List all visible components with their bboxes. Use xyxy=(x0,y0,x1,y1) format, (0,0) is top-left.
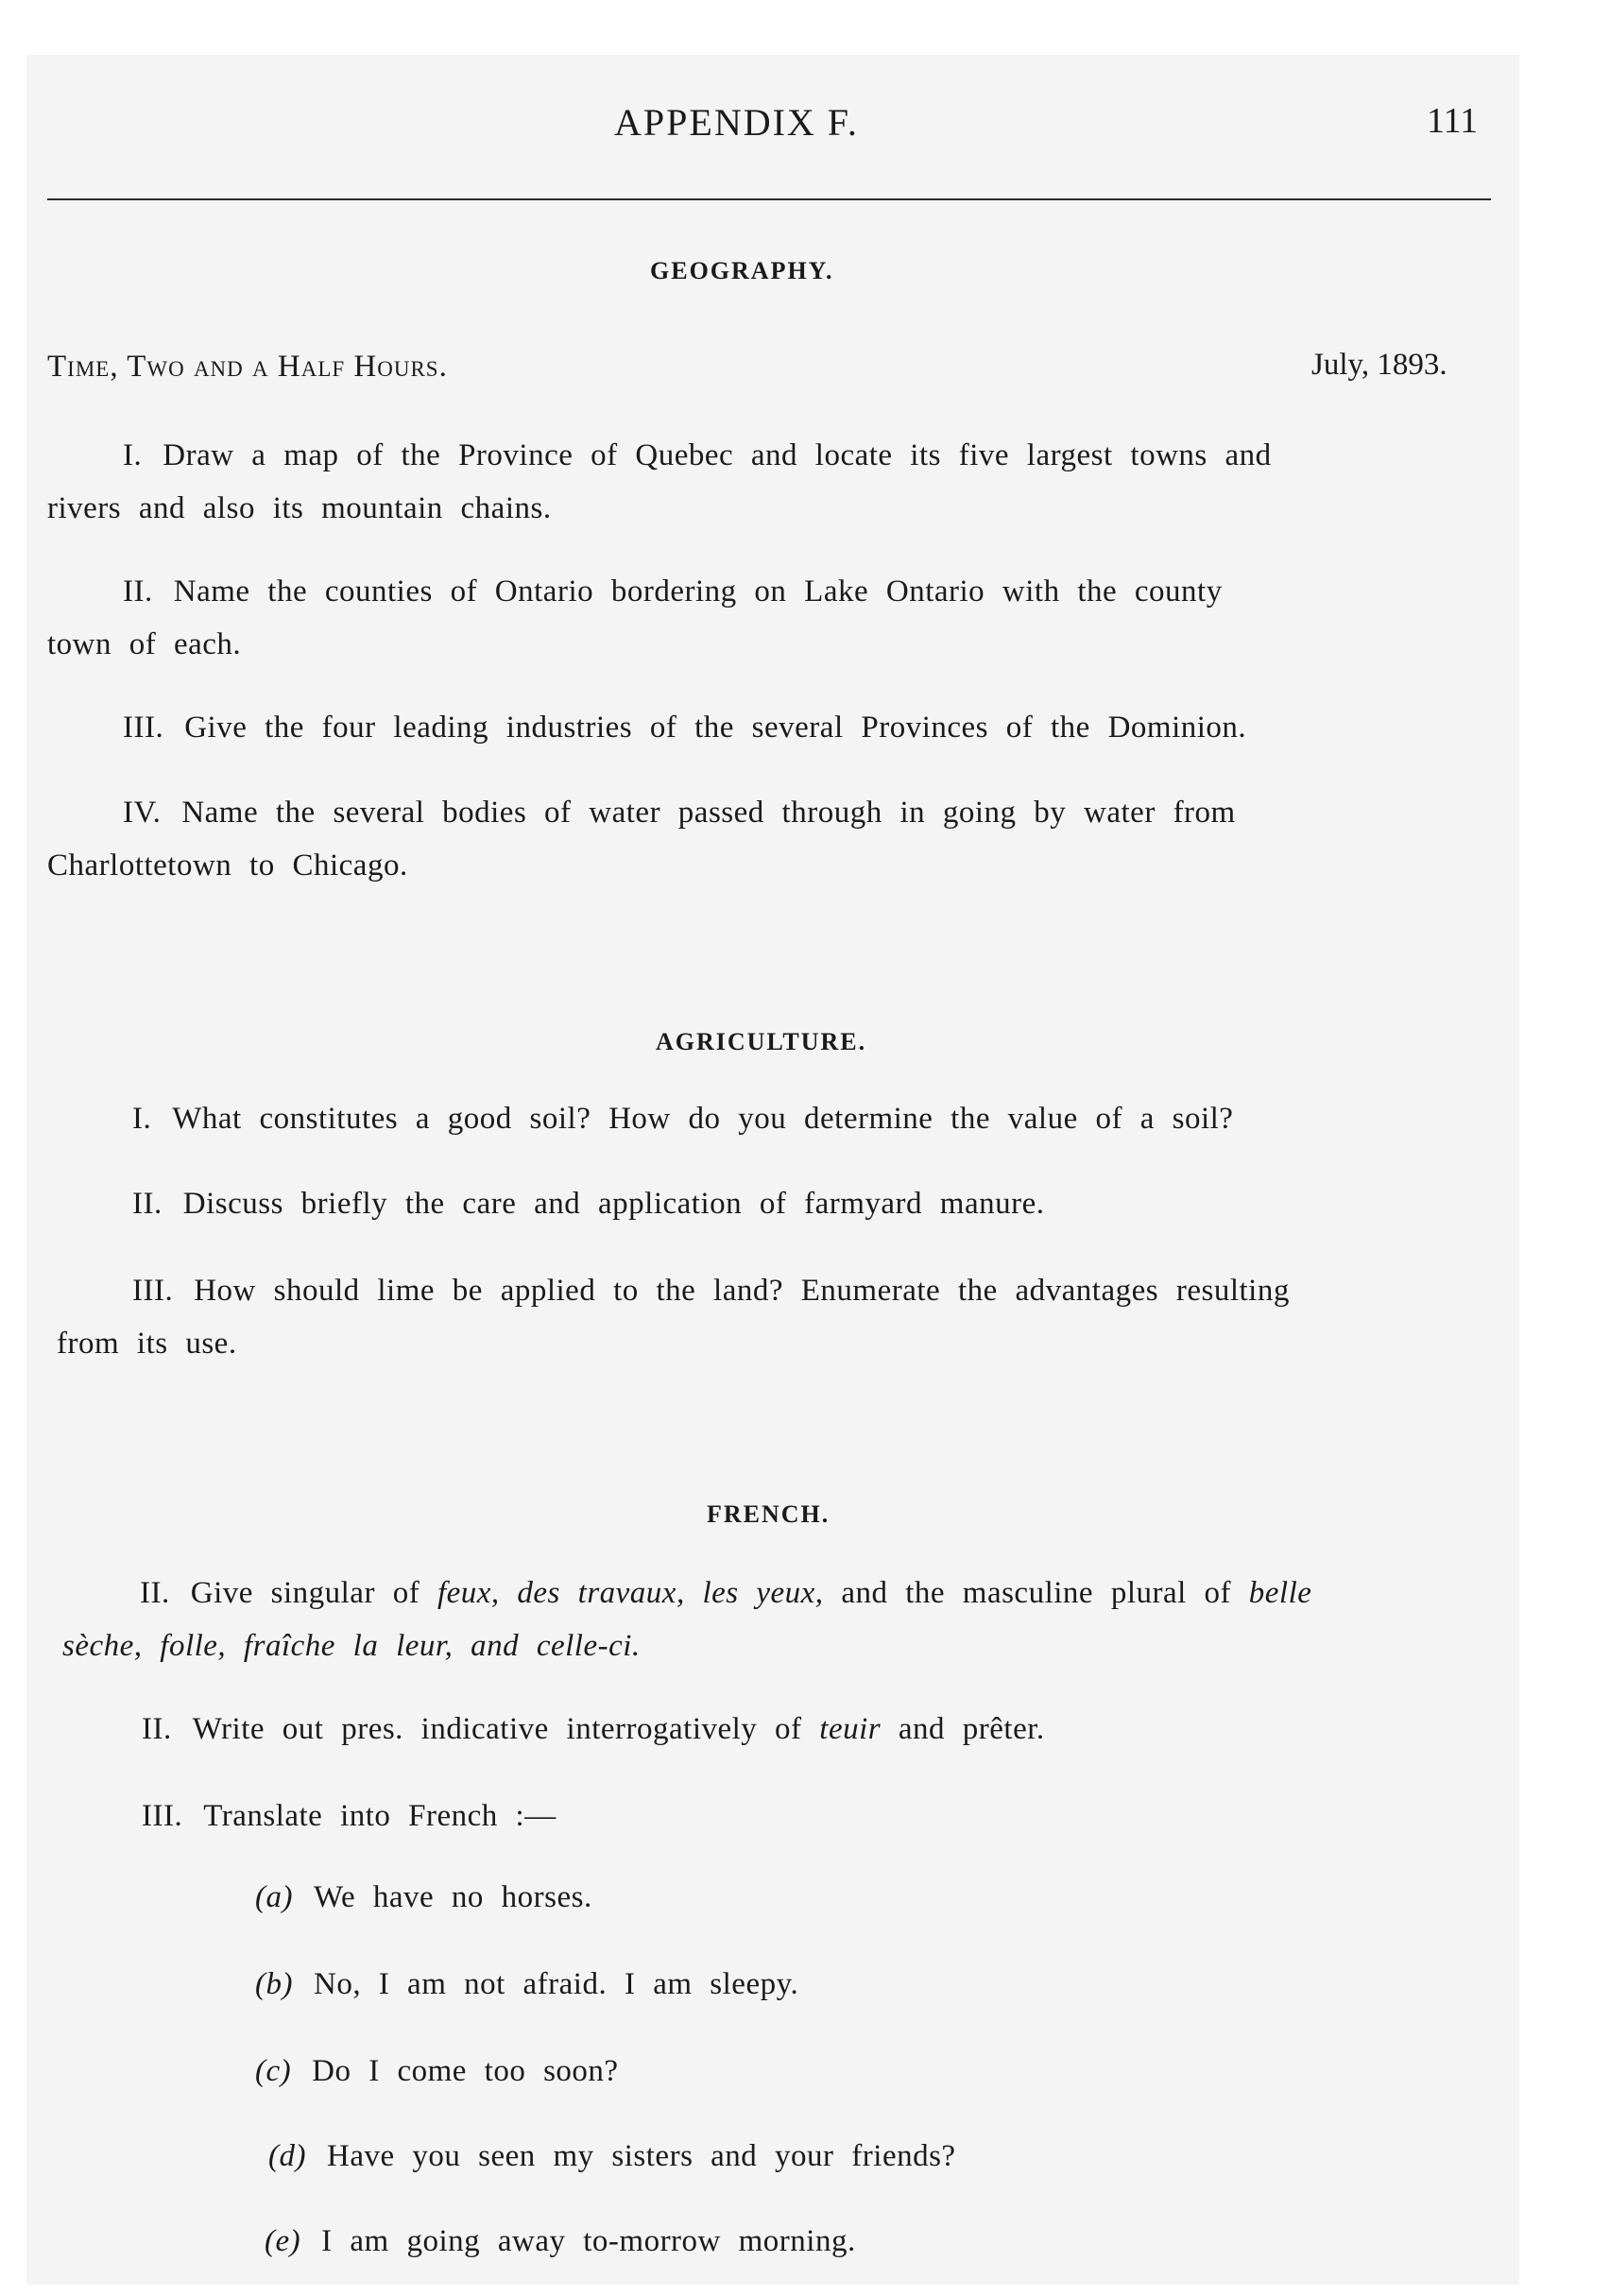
question-number: IV. xyxy=(123,796,162,830)
geography-question-1-line-1 xyxy=(123,438,1272,473)
question-number: II. xyxy=(142,1712,172,1746)
question-text: and prêter. xyxy=(898,1712,1045,1746)
question-text: What constitutes a good soil? How do you determine the value of a soil? xyxy=(172,1102,1234,1136)
geography-question-1-line-2: rivers and also its mountain chains. xyxy=(47,491,552,525)
french-word: feux, xyxy=(437,1576,500,1610)
running-title: APPENDIX F. xyxy=(614,101,859,144)
question-number: II. xyxy=(132,1187,163,1221)
item-text: I am going away to-morrow morning. xyxy=(321,2224,856,2258)
french-word: belle xyxy=(1248,1576,1312,1610)
section-heading-geography: GEOGRAPHY. xyxy=(650,257,834,284)
question-text: and the masculine plural of xyxy=(841,1576,1232,1610)
french-word: des travaux, xyxy=(517,1576,685,1610)
item-label: (a) xyxy=(255,1880,293,1914)
item-text: Have you seen my sisters and your friends? xyxy=(326,2139,956,2173)
geography-question-4-line-2: Charlottetown to Chicago. xyxy=(47,848,408,882)
geography-question-3 xyxy=(123,711,1246,745)
section-heading-french: FRENCH. xyxy=(707,1500,831,1528)
geography-question-2-line-2: town of each. xyxy=(47,627,242,661)
agriculture-question-3-line-1 xyxy=(132,1274,1290,1309)
time-allowed-note: Time, Two and a Half Hours. xyxy=(47,350,448,384)
french-word: les yeux, xyxy=(702,1576,824,1610)
french-question-3 xyxy=(142,1799,557,1834)
translation-item-a xyxy=(255,1880,592,1915)
question-text: Translate into French :— xyxy=(203,1799,557,1833)
agriculture-question-2 xyxy=(132,1187,1045,1222)
geography-question-4-line-1 xyxy=(123,796,1236,831)
question-text: Discuss briefly the care and application of farmyard manure. xyxy=(182,1187,1045,1221)
agriculture-question-1 xyxy=(132,1102,1233,1137)
french-words: sèche, folle, fraîche la leur, and celle-ci. xyxy=(62,1629,641,1663)
translation-item-c xyxy=(255,2054,619,2089)
question-number: III. xyxy=(132,1274,174,1308)
translation-item-e xyxy=(265,2224,856,2259)
agriculture-question-3-line-2: from its use. xyxy=(57,1327,237,1361)
french-word: teuir xyxy=(819,1712,882,1746)
question-number: I. xyxy=(123,438,143,472)
section-heading-agriculture: AGRICULTURE. xyxy=(656,1028,867,1055)
translation-item-b xyxy=(255,1967,798,2002)
item-label: (c) xyxy=(255,2054,292,2088)
question-text: How should lime be applied to the land? Enumerate the advantages resulting xyxy=(194,1274,1290,1308)
item-label: (d) xyxy=(268,2139,306,2173)
question-text: Draw a map of the Province of Quebec and locate its five largest towns and xyxy=(163,438,1272,472)
item-text: Do I come too soon? xyxy=(312,2054,619,2088)
item-text: We have no horses. xyxy=(313,1880,592,1914)
question-number: I. xyxy=(132,1102,152,1136)
french-question-1-line-2 xyxy=(62,1629,641,1664)
question-number: II. xyxy=(123,574,153,608)
page-number: 111 xyxy=(1427,101,1479,141)
translation-item-d xyxy=(268,2139,956,2174)
page-paper xyxy=(26,55,1519,2285)
item-text: No, I am not afraid. I am sleepy. xyxy=(313,1967,799,2001)
question-number: II. xyxy=(140,1576,170,1610)
question-text: Name the counties of Ontario bordering on Lake Ontario with the county xyxy=(173,574,1223,608)
question-number: III. xyxy=(142,1799,183,1833)
question-text: Give the four leading industries of the several Provinces of the Dominion. xyxy=(184,711,1247,745)
french-question-1-line-1 xyxy=(140,1576,1311,1611)
item-label: (b) xyxy=(255,1967,293,2001)
question-text: Give singular of xyxy=(190,1576,420,1610)
question-text: Name the several bodies of water passed through in going by water from xyxy=(181,796,1236,830)
question-text: Write out pres. indicative interrogatively of xyxy=(192,1712,802,1746)
header-rule xyxy=(47,198,1491,200)
french-question-2 xyxy=(142,1712,1045,1747)
question-number: III. xyxy=(123,711,164,745)
geography-question-2-line-1 xyxy=(123,574,1223,609)
exam-date: July, 1893. xyxy=(1311,348,1447,382)
item-label: (e) xyxy=(265,2224,301,2258)
